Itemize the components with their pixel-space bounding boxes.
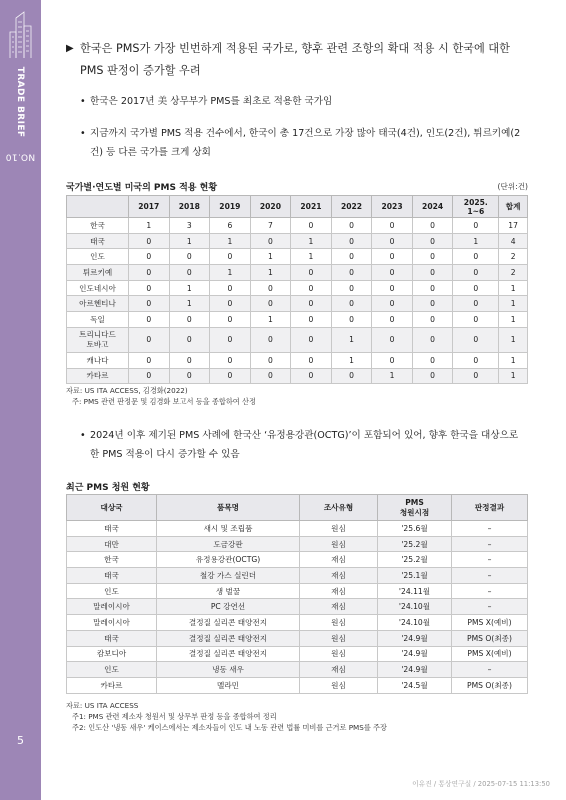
count-cell: 2 xyxy=(499,249,528,265)
count-cell: 3 xyxy=(169,218,210,234)
count-cell: 0 xyxy=(372,352,413,368)
count-cell: 0 xyxy=(250,352,291,368)
count-cell: 0 xyxy=(129,352,170,368)
count-cell: 0 xyxy=(210,280,251,296)
result-cell: PMS X(예비) xyxy=(452,646,528,662)
sub-point-2: • 지금까지 국가별 PMS 적용 건수에서, 한국이 총 17건으로 가장 많아 태국(4건), 인도(2건), 튀르키예(2건) 등 다른 국가를 크게 상회 xyxy=(80,128,521,158)
table1-header-cell: 합계 xyxy=(499,196,528,218)
count-cell: 0 xyxy=(372,233,413,249)
table1-header-cell: 2025. 1~6 xyxy=(453,196,499,218)
table1-header-cell: 2018 xyxy=(169,196,210,218)
petition-date-cell: '25.2월 xyxy=(378,536,452,552)
table-row xyxy=(67,368,528,384)
count-cell: 0 xyxy=(331,249,372,265)
investigation-type-cell: 재심 xyxy=(300,662,378,678)
table-row xyxy=(67,312,528,328)
table1-header-cell: 2020 xyxy=(250,196,291,218)
table-row xyxy=(67,599,528,615)
count-cell: 0 xyxy=(331,368,372,384)
petition-date-cell: '24.11월 xyxy=(378,583,452,599)
count-cell: 4 xyxy=(499,233,528,249)
table-row xyxy=(67,646,528,662)
count-cell: 0 xyxy=(412,296,453,312)
investigation-type-cell: 원심 xyxy=(300,677,378,693)
table1-unit: (단위:건) xyxy=(497,182,528,191)
recent-pms-petition-table xyxy=(66,494,528,694)
count-cell: 0 xyxy=(210,249,251,265)
main-point-text: 한국은 PMS가 가장 빈번하게 적용된 국가로, 향후 관련 조항의 확대 적용 시 한국에 대한 PMS 판정이 증가할 우려 xyxy=(80,42,510,77)
country-cell: 한국 xyxy=(67,218,129,234)
count-cell: 0 xyxy=(453,352,499,368)
count-cell: 0 xyxy=(412,233,453,249)
count-cell: 0 xyxy=(169,265,210,281)
table1-header-cell: 2021 xyxy=(291,196,332,218)
result-cell: – xyxy=(452,662,528,678)
table1-header-cell: 2023 xyxy=(372,196,413,218)
result-cell: PMS X(예비) xyxy=(452,615,528,631)
target-country-cell: 말레이시아 xyxy=(67,615,157,631)
table-row xyxy=(67,280,528,296)
count-cell: 0 xyxy=(169,327,210,352)
triangle-bullet-icon: ▶ xyxy=(66,43,74,54)
count-cell: 1 xyxy=(210,265,251,281)
count-cell: 0 xyxy=(250,233,291,249)
count-cell: 1 xyxy=(499,352,528,368)
result-cell: – xyxy=(452,521,528,537)
count-cell: 1 xyxy=(331,327,372,352)
count-cell: 0 xyxy=(412,312,453,328)
count-cell: 0 xyxy=(169,368,210,384)
count-cell: 0 xyxy=(291,296,332,312)
count-cell: 0 xyxy=(372,280,413,296)
count-cell: 0 xyxy=(331,280,372,296)
country-cell: 태국 xyxy=(67,233,129,249)
sub-point-1: • 한국은 2017년 美 상무부가 PMS를 최초로 적용한 국가임 xyxy=(80,96,333,107)
sub-point-3: • 2024년 이후 제기된 PMS 사례에 한국산 ‘유정용강관(OCTG)’이 포함되어 있어, 향후 한국을 대상으로 한 PMS 적용이 다시 증가할 수 있음 xyxy=(80,430,519,460)
sidebar xyxy=(0,0,41,800)
table1-header-row xyxy=(67,196,528,218)
target-country-cell: 카타르 xyxy=(67,677,157,693)
product-cell: 도금강판 xyxy=(157,536,300,552)
table-row xyxy=(67,521,528,537)
count-cell: 2 xyxy=(499,265,528,281)
result-cell: – xyxy=(452,552,528,568)
petition-date-cell: '24.9월 xyxy=(378,662,452,678)
count-cell: 0 xyxy=(331,218,372,234)
target-country-cell: 태국 xyxy=(67,521,157,537)
count-cell: 0 xyxy=(169,249,210,265)
count-cell: 1 xyxy=(453,233,499,249)
table2-header-cell: 품목명 xyxy=(157,495,300,521)
count-cell: 1 xyxy=(499,327,528,352)
table-row xyxy=(67,218,528,234)
count-cell: 0 xyxy=(291,327,332,352)
result-cell: PMS O(최종) xyxy=(452,630,528,646)
table-row xyxy=(67,677,528,693)
count-cell: 1 xyxy=(169,296,210,312)
count-cell: 0 xyxy=(331,265,372,281)
table-row xyxy=(67,327,528,352)
investigation-type-cell: 재심 xyxy=(300,568,378,584)
petition-date-cell: '24.10월 xyxy=(378,599,452,615)
result-cell: – xyxy=(452,568,528,584)
count-cell: 17 xyxy=(499,218,528,234)
count-cell: 0 xyxy=(453,327,499,352)
table2-note2: 주2: 인도산 '냉동 새우' 케이스에서는 제소자들이 인도 내 노동 관련 법률 미비를 근거로 PMS를 주장 xyxy=(72,723,387,732)
investigation-type-cell: 재심 xyxy=(300,552,378,568)
country-cell: 인도네시아 xyxy=(67,280,129,296)
count-cell: 0 xyxy=(453,265,499,281)
count-cell: 0 xyxy=(291,218,332,234)
count-cell: 1 xyxy=(169,233,210,249)
count-cell: 0 xyxy=(291,312,332,328)
count-cell: 0 xyxy=(372,265,413,281)
count-cell: 1 xyxy=(291,249,332,265)
petition-date-cell: '24.9월 xyxy=(378,630,452,646)
count-cell: 0 xyxy=(210,368,251,384)
table1-source: 자료: US ITA ACCESS, 김경화(2022) xyxy=(66,386,188,395)
count-cell: 1 xyxy=(499,280,528,296)
table-row xyxy=(67,265,528,281)
count-cell: 1 xyxy=(499,296,528,312)
count-cell: 1 xyxy=(250,312,291,328)
count-cell: 0 xyxy=(331,296,372,312)
target-country-cell: 한국 xyxy=(67,552,157,568)
table-row xyxy=(67,249,528,265)
petition-date-cell: '25.1월 xyxy=(378,568,452,584)
table2-title: 최근 PMS 청원 현황 xyxy=(66,483,150,493)
country-cell: 인도 xyxy=(67,249,129,265)
count-cell: 0 xyxy=(412,218,453,234)
count-cell: 0 xyxy=(453,280,499,296)
count-cell: 0 xyxy=(372,218,413,234)
table2-header-cell: PMS 청원시점 xyxy=(378,495,452,521)
count-cell: 0 xyxy=(169,352,210,368)
count-cell: 0 xyxy=(291,368,332,384)
result-cell: – xyxy=(452,599,528,615)
product-cell: 냉동 새우 xyxy=(157,662,300,678)
product-cell: 철강 가스 실린더 xyxy=(157,568,300,584)
count-cell: 0 xyxy=(412,327,453,352)
product-cell: 생 벌꿀 xyxy=(157,583,300,599)
count-cell: 1 xyxy=(210,233,251,249)
count-cell: 0 xyxy=(331,312,372,328)
product-cell: 새시 및 조립품 xyxy=(157,521,300,537)
count-cell: 0 xyxy=(412,249,453,265)
product-cell: 결정질 실리콘 태양전지 xyxy=(157,646,300,662)
count-cell: 0 xyxy=(129,280,170,296)
table1-title: 국가별·연도별 미국의 PMS 적용 현황 xyxy=(66,183,218,193)
table-row xyxy=(67,296,528,312)
table-row xyxy=(67,568,528,584)
count-cell: 0 xyxy=(129,327,170,352)
country-cell: 튀르키예 xyxy=(67,265,129,281)
count-cell: 0 xyxy=(412,352,453,368)
count-cell: 0 xyxy=(129,368,170,384)
investigation-type-cell: 원심 xyxy=(300,630,378,646)
count-cell: 0 xyxy=(453,249,499,265)
investigation-type-cell: 원심 xyxy=(300,536,378,552)
table2-source: 자료: US ITA ACCESS xyxy=(66,701,139,710)
country-cell: 아르헨티나 xyxy=(67,296,129,312)
count-cell: 0 xyxy=(169,312,210,328)
count-cell: 0 xyxy=(250,368,291,384)
product-cell: 결정질 실리콘 태양전지 xyxy=(157,615,300,631)
count-cell: 0 xyxy=(210,352,251,368)
product-cell: PC 강연선 xyxy=(157,599,300,615)
footer-stamp: 이유진 / 통상연구실 / 2025-07-15 11:13:50 xyxy=(412,780,550,788)
brand-label: TRADE BRIEFNO.10 xyxy=(5,66,35,162)
table-row xyxy=(67,583,528,599)
count-cell: 0 xyxy=(291,352,332,368)
petition-date-cell: '24.5월 xyxy=(378,677,452,693)
country-cell: 캐나다 xyxy=(67,352,129,368)
target-country-cell: 인도 xyxy=(67,662,157,678)
count-cell: 1 xyxy=(250,249,291,265)
table1-header-cell: 2019 xyxy=(210,196,251,218)
table2-header-cell: 판정결과 xyxy=(452,495,528,521)
result-cell: – xyxy=(452,536,528,552)
target-country-cell: 인도 xyxy=(67,583,157,599)
count-cell: 6 xyxy=(210,218,251,234)
product-cell: 결정질 실리콘 태양전지 xyxy=(157,630,300,646)
table-row xyxy=(67,615,528,631)
count-cell: 0 xyxy=(331,233,372,249)
count-cell: 1 xyxy=(291,233,332,249)
target-country-cell: 말레이시아 xyxy=(67,599,157,615)
pms-by-country-table xyxy=(66,195,528,384)
table1-header-cell: 2017 xyxy=(129,196,170,218)
count-cell: 0 xyxy=(250,280,291,296)
table-row xyxy=(67,552,528,568)
investigation-type-cell: 원심 xyxy=(300,521,378,537)
petition-date-cell: '25.6월 xyxy=(378,521,452,537)
count-cell: 0 xyxy=(250,327,291,352)
table1-header-cell: 2024 xyxy=(412,196,453,218)
country-cell: 트리니다드 토바고 xyxy=(67,327,129,352)
count-cell: 0 xyxy=(129,265,170,281)
table-row xyxy=(67,536,528,552)
count-cell: 7 xyxy=(250,218,291,234)
count-cell: 0 xyxy=(453,296,499,312)
table1-note: 주: PMS 관련 판정문 및 김경화 보고서 등을 종합하여 산정 xyxy=(72,397,256,406)
investigation-type-cell: 재심 xyxy=(300,599,378,615)
country-cell: 카타르 xyxy=(67,368,129,384)
count-cell: 0 xyxy=(453,312,499,328)
table-row xyxy=(67,233,528,249)
target-country-cell: 태국 xyxy=(67,630,157,646)
count-cell: 0 xyxy=(291,265,332,281)
count-cell: 0 xyxy=(210,327,251,352)
table2-header-cell: 조사유형 xyxy=(300,495,378,521)
investigation-type-cell: 원심 xyxy=(300,646,378,662)
product-cell: 멜라민 xyxy=(157,677,300,693)
petition-date-cell: '24.9월 xyxy=(378,646,452,662)
page-number: 5 xyxy=(17,734,24,747)
petition-date-cell: '24.10월 xyxy=(378,615,452,631)
count-cell: 0 xyxy=(210,312,251,328)
count-cell: 0 xyxy=(453,218,499,234)
count-cell: 1 xyxy=(372,368,413,384)
table1-header-cell xyxy=(67,196,129,218)
petition-date-cell: '25.2월 xyxy=(378,552,452,568)
table-row xyxy=(67,662,528,678)
count-cell: 1 xyxy=(331,352,372,368)
count-cell: 0 xyxy=(412,280,453,296)
table-row xyxy=(67,630,528,646)
count-cell: 1 xyxy=(129,218,170,234)
investigation-type-cell: 원심 xyxy=(300,615,378,631)
count-cell: 1 xyxy=(499,368,528,384)
count-cell: 1 xyxy=(169,280,210,296)
count-cell: 0 xyxy=(372,312,413,328)
count-cell: 1 xyxy=(250,265,291,281)
target-country-cell: 캄보디아 xyxy=(67,646,157,662)
count-cell: 0 xyxy=(453,368,499,384)
product-cell: 유정용강관(OCTG) xyxy=(157,552,300,568)
target-country-cell: 태국 xyxy=(67,568,157,584)
count-cell: 0 xyxy=(372,327,413,352)
count-cell: 0 xyxy=(129,296,170,312)
main-point xyxy=(66,38,530,82)
count-cell: 0 xyxy=(250,296,291,312)
count-cell: 0 xyxy=(412,368,453,384)
count-cell: 0 xyxy=(372,249,413,265)
result-cell: PMS O(최종) xyxy=(452,677,528,693)
count-cell: 1 xyxy=(499,312,528,328)
target-country-cell: 대만 xyxy=(67,536,157,552)
investigation-type-cell: 재심 xyxy=(300,583,378,599)
result-cell: – xyxy=(452,583,528,599)
count-cell: 0 xyxy=(412,265,453,281)
table2-note1: 주1: PMS 관련 제소자 청원서 및 상무부 판정 등을 종합하여 정리 xyxy=(72,712,277,721)
count-cell: 0 xyxy=(129,249,170,265)
table2-header-cell: 대상국 xyxy=(67,495,157,521)
count-cell: 0 xyxy=(210,296,251,312)
count-cell: 0 xyxy=(372,296,413,312)
count-cell: 0 xyxy=(129,312,170,328)
table2-header-row xyxy=(67,495,528,521)
table-row xyxy=(67,352,528,368)
building-icon xyxy=(6,10,34,58)
count-cell: 0 xyxy=(291,280,332,296)
count-cell: 0 xyxy=(129,233,170,249)
table1-header-cell: 2022 xyxy=(331,196,372,218)
country-cell: 독일 xyxy=(67,312,129,328)
